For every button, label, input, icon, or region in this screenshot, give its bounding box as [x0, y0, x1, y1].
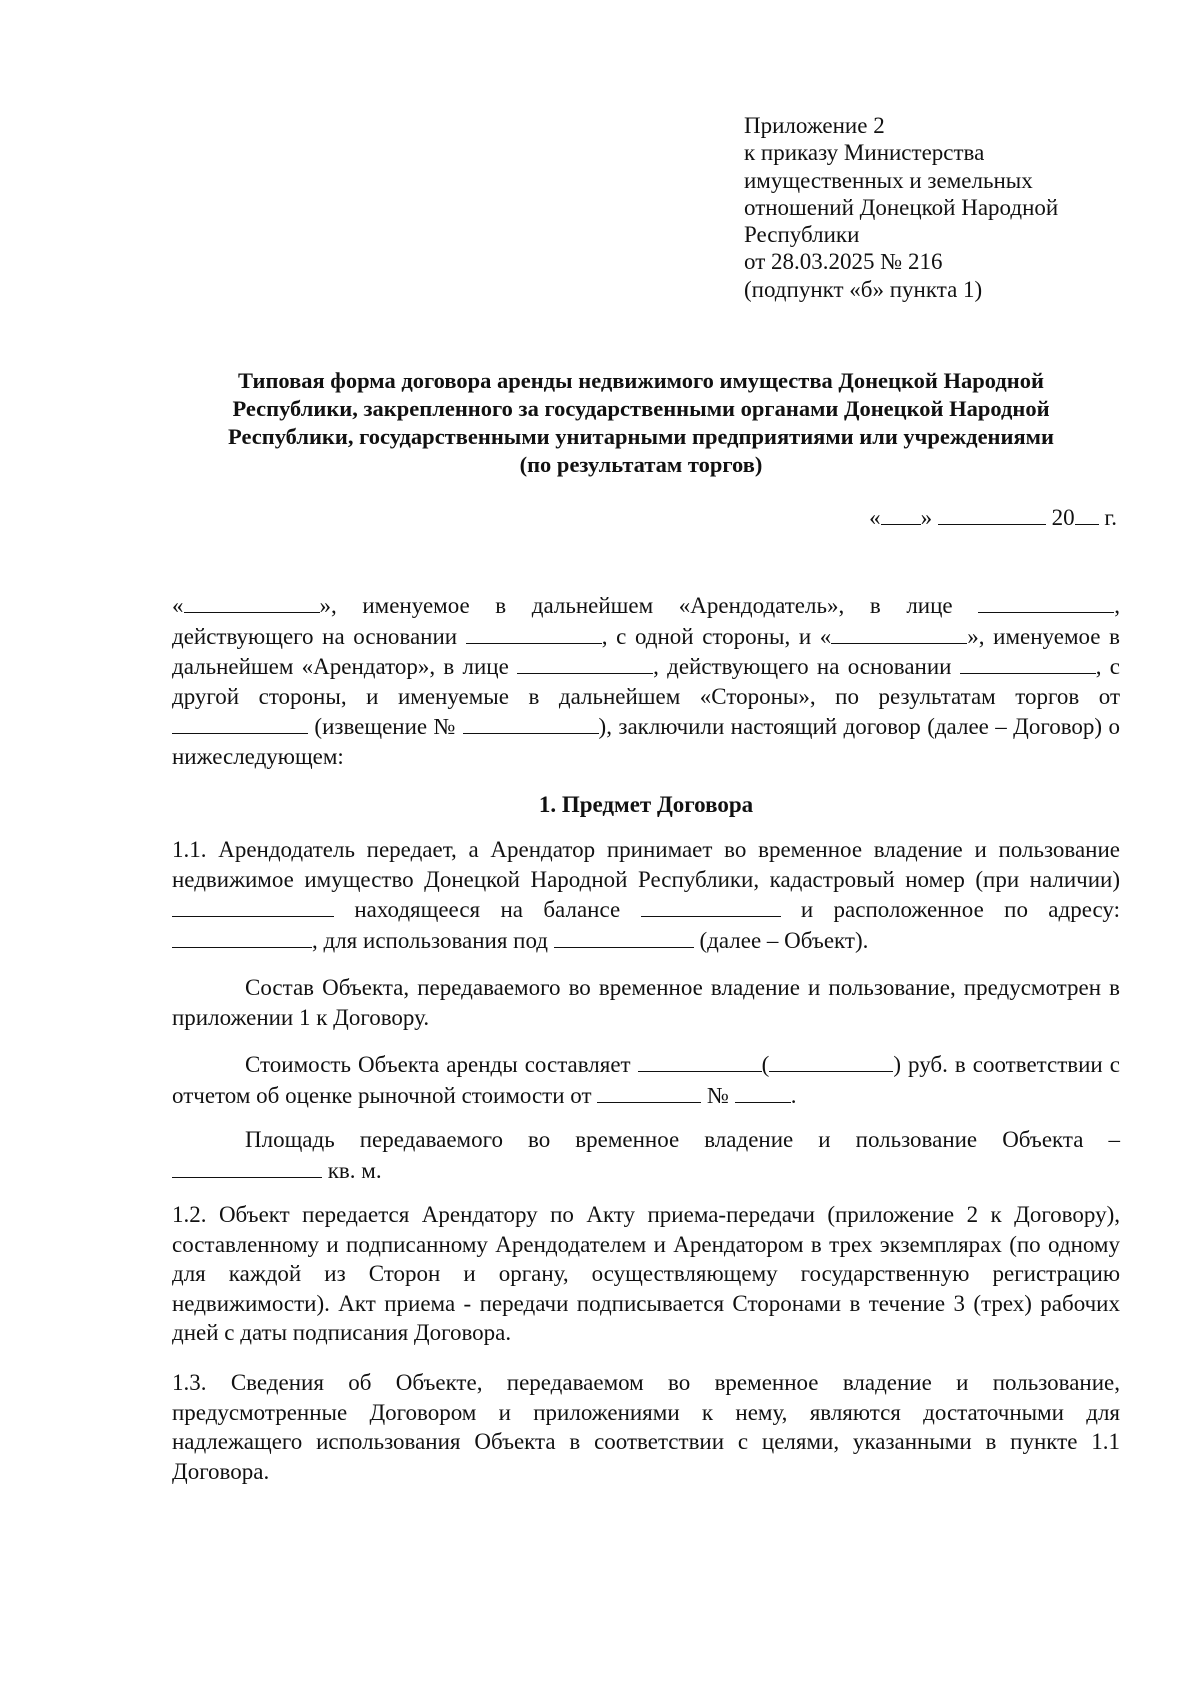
area-text-part: кв. м. — [322, 1157, 382, 1183]
report-number-blank — [735, 1080, 791, 1103]
preamble-text: », именуемое в дальнейшем «Арендодатель», в лице — [319, 593, 979, 618]
appendix-line: к приказу Министерства — [744, 140, 985, 166]
appendix-line: отношений Донецкой Народной — [744, 194, 1059, 220]
cadastral-number-blank — [172, 894, 334, 917]
clause-paragraph: 1.2. Объект передается Арендатору по Акту приема-передачи (приложение 2 к Договору), составленному и подписанному Арендодателем и Арендатором в трех экземплярах (по одному для каждой из Сторон и органу, осуществляющему государственную регистрацию недвижимости). Акт приема - передачи подписывается Сторонами в течение 3 (трех) рабочих дней с даты подписания Договора. — [172, 1202, 1120, 1346]
lessor-representative-blank — [978, 590, 1114, 613]
lessor-name-blank — [184, 590, 320, 613]
composition-paragraph — [172, 973, 1120, 1032]
lessee-basis-blank — [960, 651, 1096, 674]
clause-text: (далее – Объект). — [693, 927, 869, 953]
cost-text-part: ( — [761, 1052, 770, 1077]
appendix-line: Приложение 2 — [744, 113, 885, 138]
preamble-paragraph — [172, 590, 1120, 772]
area-blank — [172, 1155, 322, 1178]
clause-paragraph: 1.3. Сведения об Объекте, передаваемом во временное владение и пользование, предусмотренные Договором и приложениями к нему, являются достаточными для надлежащего использования Объекта в соответствии с целями, указанными в пункте 1.1 Договора. — [172, 1370, 1120, 1484]
area-text-part: Площадь передаваемого во временное владение и пользование Объекта – — [245, 1127, 1120, 1152]
auction-date-blank — [172, 711, 308, 734]
date-close-quote: » — [920, 505, 933, 530]
clause-text: 1.1. Арендодатель передает, а Арендатор принимает во временное владение и пользование недвижимое имущество Донецкой Народной Республики, кадастровый номер (при наличии) — [172, 837, 1120, 892]
report-date-blank — [597, 1080, 701, 1103]
clause-paragraph — [172, 835, 1120, 955]
lessor-basis-blank — [466, 621, 602, 644]
title-line: Республики, государственными унитарными предприятиями или учреждениями — [228, 424, 1054, 449]
document-title — [160, 367, 1122, 479]
cost-text — [172, 1049, 1120, 1110]
lessee-representative-blank — [517, 651, 653, 674]
composition-text: Состав Объекта, передаваемого во временное владение и пользование, предусмотрен в приложении 1 к Договору. — [172, 975, 1120, 1030]
title-line: Типовая форма договора аренды недвижимого имущества Донецкой Народной — [238, 368, 1044, 393]
lessee-name-blank — [831, 621, 967, 644]
appendix-line: (подпункт «б» пункта 1) — [744, 276, 983, 302]
clause-text: находящееся на балансе — [334, 897, 641, 923]
cost-words-blank — [769, 1049, 893, 1072]
preamble-text: « — [172, 593, 184, 618]
section-heading: 1. Предмет Договора — [538, 792, 754, 817]
cost-text-part: Стоимость Объекта аренды составляет — [245, 1052, 638, 1077]
appendix-block — [744, 112, 1164, 303]
date-open-quote: « — [869, 505, 881, 530]
cost-text-part: ) руб. в соответствии с отчетом об оценке рыночной стоимости от — [172, 1052, 1120, 1108]
clause-text: , для использования под — [312, 927, 554, 953]
month-blank — [938, 502, 1046, 525]
preamble-text: », именуемое в дальнейшем «Арендатор», в лице — [172, 623, 1120, 680]
title-line: Республики, закрепленного за государственными органами Донецкой Народной — [232, 396, 1050, 421]
address-blank — [172, 925, 312, 948]
appendix-line: Республики — [744, 222, 860, 248]
appendix-line: от 28.03.2025 № 216 — [744, 249, 943, 275]
title-line: (по результатам торгов) — [519, 452, 763, 477]
year-blank — [1075, 502, 1099, 525]
year-suffix: г. — [1098, 505, 1117, 530]
purpose-blank — [554, 925, 694, 948]
notice-number-blank — [463, 711, 599, 734]
area-text — [172, 1125, 1120, 1185]
cost-text-part: № — [701, 1082, 735, 1108]
day-blank — [881, 502, 921, 525]
date-line — [869, 502, 1117, 532]
preamble-text: , с другой стороны, и именуемые в дальнейшем «Стороны», по результатам торгов от — [172, 654, 1120, 709]
clause-text: и расположенное по адресу: — [780, 897, 1120, 923]
cost-paragraph — [172, 1049, 1120, 1110]
year-prefix: 20 — [1051, 505, 1075, 530]
clause-1-3 — [172, 1368, 1120, 1486]
cost-figures-blank — [638, 1049, 762, 1072]
preamble-text: (извещение № — [308, 714, 463, 740]
cost-text-part: . — [790, 1082, 797, 1108]
preamble-text: , действующего на основании — [653, 654, 960, 680]
clause-1-1 — [172, 835, 1120, 955]
preamble-text: , действующего на основании — [172, 593, 1120, 649]
preamble — [172, 590, 1120, 772]
clause-1-2 — [172, 1200, 1120, 1348]
balance-holder-blank — [641, 894, 781, 917]
preamble-text: , с одной стороны, и « — [601, 623, 832, 649]
area-paragraph — [172, 1125, 1120, 1185]
appendix-line: имущественных и земельных — [744, 167, 1033, 193]
preamble-text: ), заключили настоящий договор (далее – Договор) о нижеследующем: — [172, 714, 1120, 769]
